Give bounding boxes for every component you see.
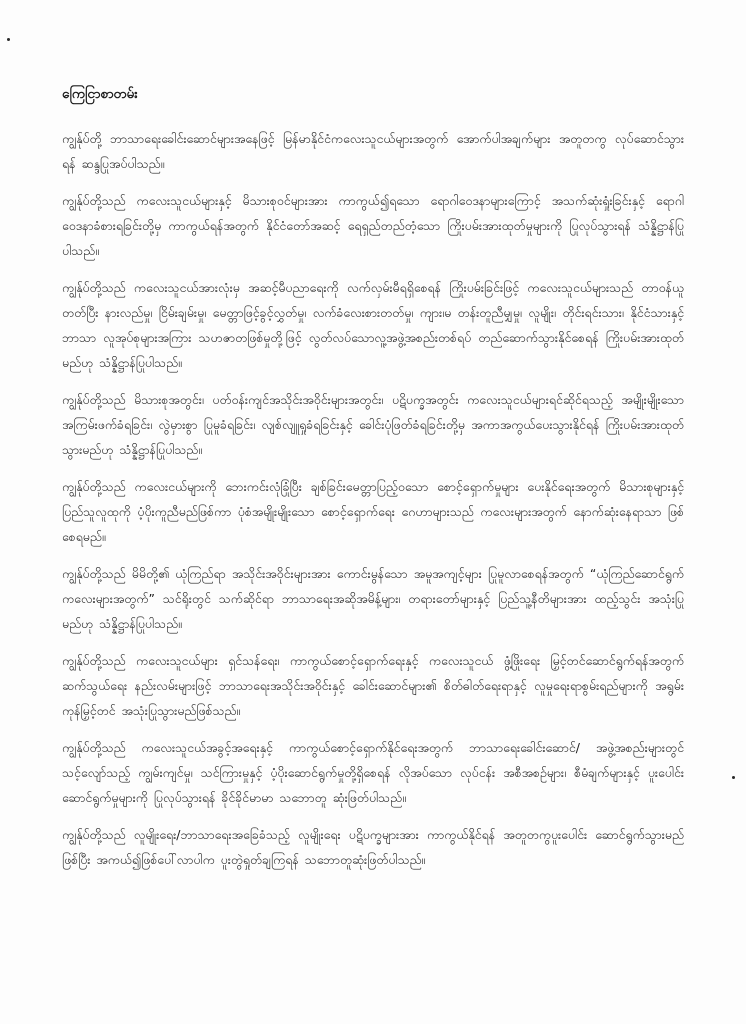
scan-speck xyxy=(732,776,735,779)
paragraph-8: ကျွန်ုပ်တို့သည် ကလေးသူငယ်အခွင့်အရေးနှင့် ကာကွယ်စောင့်ရှောက်နိုင်ရေးအတွက် ဘာသာရေးခေါင်းဆောင်/ အဖွဲ့အစည်းများတွင် သင့်လျော်သည့် ကျွမ်းကျင်မှု၊ သင်ကြားမှုနှင့် ပံ့ပိုးဆောင်ရွက်မှုတို့ရှိစေရန် လိုအပ်သော လုပ်ငန်း အစီအစဉ်များ၊ စီမံချက်များနှင့် ပူးပေါင်းဆောင်ရွက်မှုများကို ပြုလုပ်သွားရန် ခိုင်ခိုင်မာမာ သဘောတူ ဆုံးဖြတ်ပါသည်။ xyxy=(62,740,684,805)
paragraph-9: ကျွန်ုပ်တို့သည် လူမျိုးရေး/ဘာသာရေးအခြေခံသည့် လူမျိုးရေး ပဋိပက္ခများအား ကာကွယ်နိုင်ရန် အတူတကွပူးပေါင်း ဆောင်ရွက်သွားမည်ဖြစ်ပြီး အကယ်၍ဖြစ်ပေါ်လာပါက ပူးတွဲရှုတ်ချကြရန် သဘောတူဆုံးဖြတ်ပါသည်။ xyxy=(62,827,684,867)
paragraph-1: ကျွန်ုပ်တို့ ဘာသာရေးခေါင်းဆောင်များအနေဖြင့် မြန်မာနိုင်ငံကလေးသူငယ်များအတွက် အောက်ပါအချက်များ အတူတကွ လုပ်ဆောင်သွားရန် ဆန္ဒပြုအပ်ပါသည်။ xyxy=(62,131,684,171)
paragraph-7: ကျွန်ုပ်တို့သည် ကလေးသူငယ်များ ရှင်သန်ရေး၊ ကာကွယ်စောင့်ရှောက်ရေးနှင့် ကလေးသူငယ် ဖွံ့ဖြိုးရေး မြှင့်တင်ဆောင်ရွက်ရန်အတွက် ဆက်သွယ်ရေး နည်းလမ်းများဖြင့် ဘာသာရေးအသိုင်းအဝိုင်းနှင့် ခေါင်းဆောင်များ၏ စိတ်ဓါတ်ရေးရာနှင့် လူမှုရေးရာစွမ်းရည်များကို အရွမ်းကုန်မြှင့်တင် အသုံးပြုသွားမည်ဖြစ်သည်။ xyxy=(62,653,684,718)
paragraph-5: ကျွန်ုပ်တို့သည် ကလေးငယ်များကို ဘေးကင်းလုံခြုံပြီး ချစ်ခြင်းမေတ္တာပြည့်ဝသော စောင့်ရှောက်မှုများ ပေးနိုင်ရေးအတွက် မိသားစုများနှင့် ပြည်သူလူထုကို ပံ့ပိုးကူညီမည်ဖြစ်ကာ ပုံစံအမျိုးမျိုးသော စောင့်ရှောက်ရေး ဂေဟာများသည် ကလေးများအတွက် နောက်ဆုံးနေရာသာ ဖြစ်စေရမည်။ xyxy=(62,479,684,544)
document-heading: ကြေငြာစာတမ်း xyxy=(62,86,138,102)
paragraph-6: ကျွန်ုပ်တို့သည် မိမိတို့၏ ယုံကြည်ရာ အသိုင်းအဝိုင်းများအား ကောင်းမွန်သော အမူအကျင့်များ ပြုမူလာစေရန်အတွက် “ယုံကြည်ဆောင်ရွက် ကလေးများအတွက်” သင်ရိုးတွင် သက်ဆိုင်ရာ ဘာသာရေးအဆိုအမိန့်များ၊ တရားတော်များနှင့် ပြည်သူ့နီတိများအား ထည့်သွင်း အသုံးပြုမည်ဟု သံန္နိဋ္ဌာန်ပြုပါသည်။ xyxy=(62,566,684,631)
scan-speck xyxy=(7,38,10,41)
paragraph-2: ကျွန်ုပ်တို့သည် ကလေးသူငယ်များနှင့် မိသားစုဝင်များအား ကာကွယ်၍ရသော ရောဂါဝေဒနာများကြောင့် အသက်ဆုံးရှုံးခြင်းနှင့် ရောဂါဝေဒနာခံစားရခြင်းတို့မှ ကာကွယ်ရန်အတွက် နိုင်ငံတော်အဆင့် ရေရှည်တည်တံ့သော ကြိုးပမ်းအားထုတ်မှုများကို ပြုလုပ်သွားရန် သံန္နိဋ္ဌာန်ပြုပါသည်။ xyxy=(62,193,684,258)
paragraph-3: ကျွန်ုပ်တို့သည် ကလေးသူငယ်အားလုံးမှ အဆင့်မီပညာရေးကို လက်လှမ်းမီရရှိစေရန် ကြိုးပမ်းခြင်းဖြင့် ကလေးသူငယ်များသည် တာဝန်ယူတတ်ပြီး နားလည်မှု၊ ငြိမ်းချမ်းမှု၊ မေတ္တာဖြင့်ခွင့်လွှတ်မှု၊ လက်ခံလေးစားတတ်မှု၊ ကျား၊မ တန်းတူညီမျှမှု၊ လူမျိုး၊ တိုင်းရင်းသား၊ နိုင်ငံသားနှင့် ဘာသာ လူအုပ်စုများအကြား သဟဇာတဖြစ်မှုတို့ဖြင့် လွတ်လပ်သောလူ့အဖွဲ့အစည်းတစ်ရပ် တည်ဆောက်သွားနိုင်စေရန် ကြိုးပမ်းအားထုတ်မည်ဟု သံန္နိဋ္ဌာန်ပြုပါသည်။ xyxy=(62,280,684,370)
paragraph-4: ကျွန်ုပ်တို့သည် မိသားစုအတွင်း၊ ပတ်ဝန်းကျင်အသိုင်းအဝိုင်းများအတွင်း၊ ပဋိပက္ခအတွင်း ကလေးသူငယ်များရင်ဆိုင်ရသည့် အမျိုးမျိုးသော အကြမ်းဖက်ခံရခြင်း၊ လွဲမှားစွာ ပြုမူခံရခြင်း၊ လျစ်လျူရှုခံရခြင်းနှင့် ခေါင်းပုံဖြတ်ခံရခြင်းတို့မှ အကာအကွယ်ပေးသွားနိုင်ရန် ကြိုးပမ်းအားထုတ်သွားမည်ဟု သံန္နိဋ္ဌာန်ပြုပါသည်။ xyxy=(62,392,684,457)
document-body xyxy=(62,84,684,884)
